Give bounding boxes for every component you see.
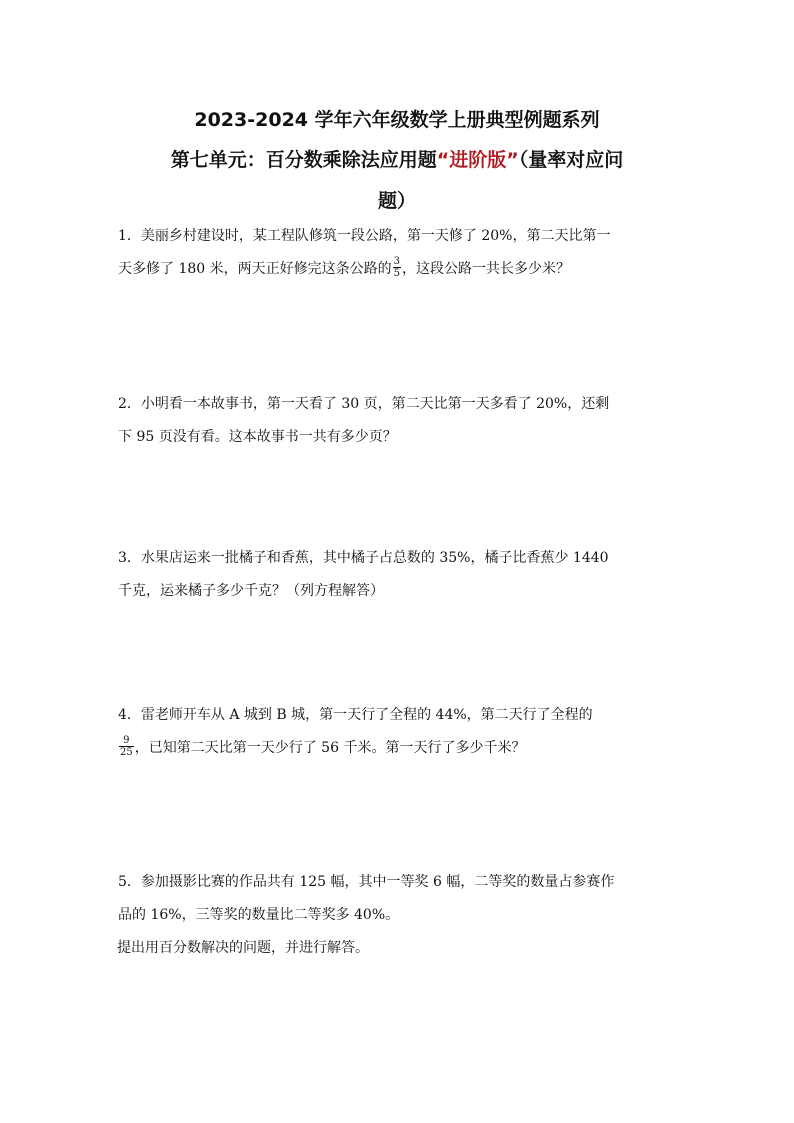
document-title [100,100,694,140]
question-5-line-2: 品的 16%，三等奖的数量比二等奖多 40%。 [118,907,400,923]
question-4-line-2 [118,732,680,765]
question-2-line-1: 2．小明看一本故事书，第一天看了 30 页，第二天比第一天多看了 20%，还剩 [118,396,610,412]
question-2 [118,388,680,454]
fraction-numerator: 3 [393,255,400,267]
question-3 [118,542,680,608]
question-5 [118,866,680,965]
question-4-fraction [119,735,134,758]
fraction-denominator: 25 [120,746,133,758]
subtitle-suffix: （量率对应问 [518,149,624,171]
question-1-line-2 [118,253,680,286]
question-5-line-3: 提出用百分数解决的问题，并进行解答。 [117,940,369,956]
question-1-line-1: 1．美丽乡村建设时，某工程队修筑一段公路，第一天修了 20%，第二天比第一 [118,228,611,244]
question-4-line-1: 4．雷老师开车从 A 城到 B 城，第一天行了全程的 44%，第二天行了全程的 [118,707,593,723]
fraction-numerator: 9 [119,735,134,747]
question-3-line-2: 千克，运来橘子多少千克？（列方程解答） [118,583,384,599]
question-1-text-before-fraction: 天多修了 180 米，两天正好修完这条公路的 [118,261,392,277]
question-2-line-2: 下 95 页没有看。这本故事书一共有多少页？ [118,429,397,445]
question-4 [118,699,680,765]
document-subtitle-continued [100,181,694,221]
question-1 [118,220,680,286]
question-1-text-after-fraction: ，这段公路一共长多少米？ [402,261,570,277]
subtitle-prefix: 第七单元：百分数乘除法应用题 [170,149,437,171]
question-5-line-1: 5．参加摄影比赛的作品共有 125 幅，其中一等奖 6 幅，二等奖的数量占参赛作 [118,874,615,890]
question-1-fraction [393,256,401,279]
fraction-denominator: 5 [393,267,400,279]
document-subtitle [100,140,694,180]
title-line-1: 2023-2024 学年六年级数学上册典型例题系列 [194,109,600,131]
subtitle-line-3: 题） [377,190,416,212]
question-3-line-1: 3．水果店运来一批橘子和香蕉，其中橘子占总数的 35%，橘子比香蕉少 1440 [118,550,609,566]
question-4-text-after-fraction: ，已知第二天比第一天少行了 56 千米。第一天行了多少千米？ [134,740,526,756]
subtitle-accent: “进阶版” [436,149,519,171]
